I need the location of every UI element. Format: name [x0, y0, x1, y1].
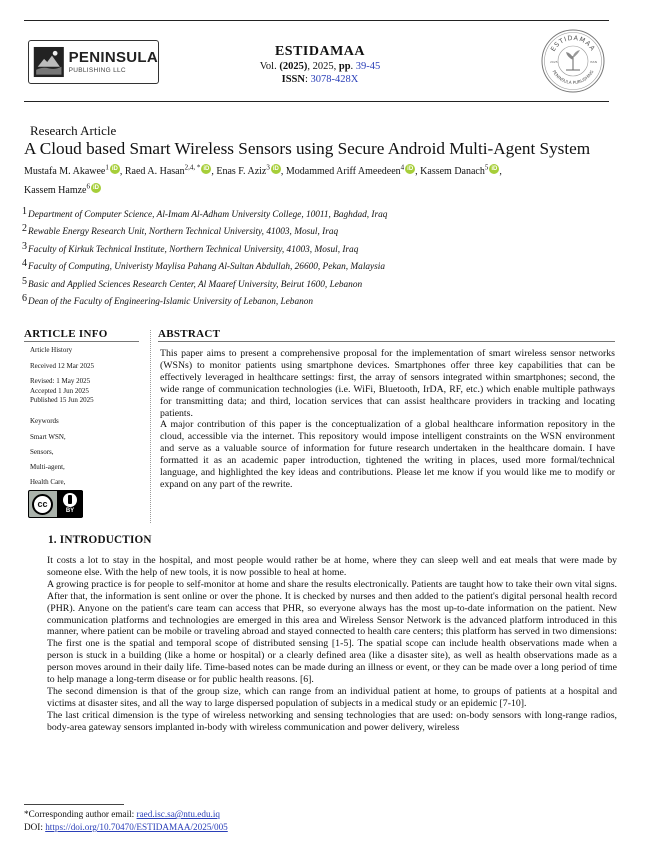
intro-paragraph: A growing practice is for people to self-monitor at home and share the results electronically. Patients are taught how to take their own vital signs. After that, the information is sent online or over the phone. It is checked by nurses and then added to the patient's digital personal health record (PHR). Anyone on the patient's care team can access that PHR, so everyone always has the most up-to-date information on the patient. New communication platforms and technologies are emerged in this area and Wireless Sensor Network is the advanced platform introduced in this manner, where patient can be mobile or traveling abroad and stayed connected to health care centers; this platform has served in two dimensions: The first one is the spatial and temporal scope of distributed sensing [1-5]. The spatial scope can include health observations made when a person is stuck in a building (like a home or hospital) or a clearly defined area (like a disaster site), as well as health observations made as a person moves around in their daily life. Time-based notes can be made during an illness or event, or they can be made over a long period of time to help manage a long-term disease or for public health reasons. [6].	[47, 578, 617, 686]
keywords-label: Keywords	[30, 416, 59, 425]
pp-sep: .	[350, 61, 356, 72]
header-top-rule	[24, 20, 609, 21]
author-name: Enas F. Aziz	[216, 166, 267, 177]
affiliation-item	[22, 207, 622, 224]
seal-top-text: ESTIDAMAA	[548, 33, 598, 53]
affiliation-item	[22, 224, 622, 241]
author-name: Raed A. Hasan	[124, 166, 185, 177]
affiliation-number: 4	[22, 258, 27, 270]
affiliation-text: Dean of the Faculty of Engineering-Islamic University of Lebanon, Lebanon	[28, 297, 314, 308]
keyword-item: Smart WSN,	[30, 432, 66, 441]
pp-label: pp	[338, 61, 351, 72]
author-affiliation-marker: 2,4, *	[184, 163, 201, 172]
issn-label: ISSN	[281, 74, 305, 85]
history-published: Published 15 Jun 2025	[30, 396, 94, 405]
keyword-item: Multi-agent,	[30, 462, 65, 471]
introduction-heading: 1. INTRODUCTION	[48, 534, 152, 546]
seal-bottom-text: PENINSULA PUBLISHING	[551, 69, 595, 86]
intro-paragraph: The last critical dimension is the type of wireless networking and sensing technologies that are used: on-body sensors with long-range radios, body-area gateway sensors implanted in-body with wireless communication and power delivery, wireless	[47, 709, 617, 733]
author-name: Kassem Danach	[420, 166, 485, 177]
author-name: Kassem Hamze	[24, 185, 87, 196]
affiliations	[22, 207, 622, 311]
author	[124, 163, 217, 177]
article-info-column	[30, 346, 140, 505]
article-info-heading: ARTICLE INFO	[24, 328, 108, 340]
abstract-body	[160, 348, 615, 491]
author-separator: ,	[280, 166, 286, 177]
abstract-paragraph: A major contribution of this paper is the conceptualization of a global healthcare information repository in the cloud, accessible via the internet. This repository would impose intelligent constraints on the WSN environment and serve as a valuable source of information for future research undertaken in the healthcare domain. I have formatted it as an academic paper introduction, tightened the writing in places, used more formal/technical language, and highlighted the key ideas and contributions. Please let me know if you would like me to modify or expand on any part of the rewrite.	[160, 419, 615, 490]
by-icon	[57, 491, 83, 517]
abstract-rule	[158, 341, 615, 342]
keyword-item: Health Care,	[30, 477, 66, 486]
journal-issn	[200, 73, 440, 86]
vol-prefix: Vol.	[259, 61, 280, 72]
publisher-subtitle: PUBLISHING LLC	[68, 66, 126, 74]
orcid-icon[interactable]: iD	[203, 165, 210, 172]
cc-by-license-badge[interactable]	[28, 490, 83, 518]
peninsula-logo-icon	[33, 43, 65, 81]
doi-line	[24, 821, 228, 834]
affiliation-number: 5	[22, 275, 27, 287]
intro-paragraph: The second dimension is that of the group size, which can range from an individual patient at home, to groups of patients at a hospital and victims at disaster sites, and all the way to large dispersed population of subjects in a medical study or an epidemic [7-10].	[47, 685, 617, 709]
cc-icon: cc	[32, 494, 53, 515]
footnote	[24, 808, 228, 834]
author-affiliation-marker: 3	[266, 163, 270, 172]
author-name: Mustafa M. Akawee	[24, 166, 106, 177]
abstract-heading: ABSTRACT	[158, 328, 221, 340]
intro-paragraph: It costs a lot to stay in the hospital, and most people would rather be at home, where they can sleep well and eat meals that were made by someone else. With the help of new tools, it is now possible to heal at home.	[47, 555, 617, 578]
author-affiliation-marker: 4	[400, 163, 405, 172]
publisher-name: PENINSULA	[68, 48, 158, 66]
footnote-rule	[24, 804, 124, 805]
history-accepted: Accepted 1 Jun 2025	[30, 386, 89, 395]
author-email-link[interactable]: raed.isc.sa@ntu.edu.iq	[136, 809, 220, 819]
orcid-icon[interactable]: iD	[407, 165, 414, 172]
journal-volume	[200, 60, 440, 73]
doi-link[interactable]: https://doi.org/10.70470/ESTIDAMAA/2025/005	[45, 822, 228, 832]
vol-mid: , 2025,	[307, 61, 339, 72]
affiliation-item	[22, 259, 622, 276]
column-divider	[150, 330, 151, 523]
author-name: Modammed Ariff Ameedeen	[285, 166, 401, 177]
header-bottom-rule	[24, 101, 609, 102]
affiliation-number: 6	[22, 293, 27, 305]
affiliation-text: Faculty of Computing, Univeristy Maylisa Pahang Al-Sultan Abdullah, 26600, Pekan, Malaysia	[28, 262, 386, 273]
affiliation-item	[22, 242, 622, 259]
author	[420, 163, 502, 177]
orcid-icon[interactable]: iD	[92, 184, 99, 191]
orcid-icon[interactable]: iD	[272, 165, 279, 172]
vol-year: (2025)	[279, 61, 308, 72]
journal-info	[200, 44, 440, 86]
author-affiliation-marker: 6	[86, 182, 90, 191]
journal-seal-icon	[540, 28, 606, 94]
publisher-logo	[28, 40, 159, 84]
history-label: Article History	[30, 346, 73, 354]
seal-left-text: 2025	[550, 60, 558, 64]
author-separator: ,	[499, 166, 502, 177]
history-received: Received 12 Mar 2025	[30, 361, 94, 370]
corresponding-label: *Corresponding author email:	[24, 809, 137, 819]
author	[216, 163, 286, 177]
affiliation-text: Faculty of Kirkuk Technical Institute, Northern Technical University, 41003, Mosul, Iraq	[28, 244, 359, 255]
author-affiliation-marker: 1	[105, 163, 109, 172]
abstract-paragraph: This paper aims to present a comprehensive proposal for the implementation of smart wireless sensor networks (WSNs) to monitor patients using smartphone devices. Smartphones offer three key capabilities that can be effectively leveraged in healthcare settings: first, the array of sensors integrated within smartphones; second, the wide range of communication technologies (i.e. WiFi, Bluetooth, IrDA, RF, etc.) which enable multiple pathways for transmitting data; and third, location services that can assist healthcare providers in tracking and locating patients.	[160, 348, 615, 419]
page-range-link[interactable]: 39-45	[355, 61, 381, 72]
keyword-item: Sensors,	[30, 447, 54, 456]
introduction-body	[47, 555, 617, 734]
author-separator: ,	[415, 166, 421, 177]
author	[285, 163, 421, 177]
history-revised: Revised: 1 May 2025	[30, 377, 91, 386]
affiliation-item	[22, 277, 622, 294]
issn-sep: :	[304, 74, 311, 85]
orcid-icon[interactable]: iD	[111, 165, 118, 172]
affiliation-text: Department of Computer Science, Al-Imam Al-Adham University College, 10011, Baghdad, Iraq	[28, 210, 388, 220]
affiliation-item	[22, 294, 622, 311]
author-separator: ,	[211, 166, 217, 177]
article-type: Research Article	[30, 123, 117, 138]
author	[24, 182, 101, 196]
article-info-rule	[24, 341, 139, 342]
author-separator: ,	[119, 166, 125, 177]
affiliation-text: Basic and Applied Sciences Research Center, Al Maaref University, Beirut 1600, Lebanon	[28, 279, 363, 290]
paper-title: A Cloud based Smart Wireless Sensors using Secure Android Multi-Agent System	[24, 139, 591, 158]
journal-name: ESTIDAMAA	[274, 44, 366, 59]
svg-text:ESTIDAMAA	[549, 34, 597, 53]
affiliation-number: 2	[22, 223, 27, 235]
affiliation-number: 1	[22, 206, 27, 217]
author-affiliation-marker: 5	[484, 163, 489, 172]
by-label: BY	[65, 508, 75, 514]
doi-label: DOI:	[24, 822, 46, 832]
svg-text:PENINSULA PUBLISHING	[551, 69, 594, 85]
seal-right-text: ISSN	[590, 60, 597, 64]
author-list	[24, 162, 604, 200]
corresponding-author	[24, 808, 228, 821]
author	[24, 163, 125, 177]
affiliation-number: 3	[22, 240, 27, 252]
attribution-person-icon	[63, 493, 77, 507]
orcid-icon[interactable]: iD	[491, 165, 498, 172]
issn-link[interactable]: 3078-428X	[310, 74, 359, 85]
affiliation-text: Rewable Energy Research Unit, Northern Technical University, 41003, Mosul, Iraq	[28, 227, 339, 238]
